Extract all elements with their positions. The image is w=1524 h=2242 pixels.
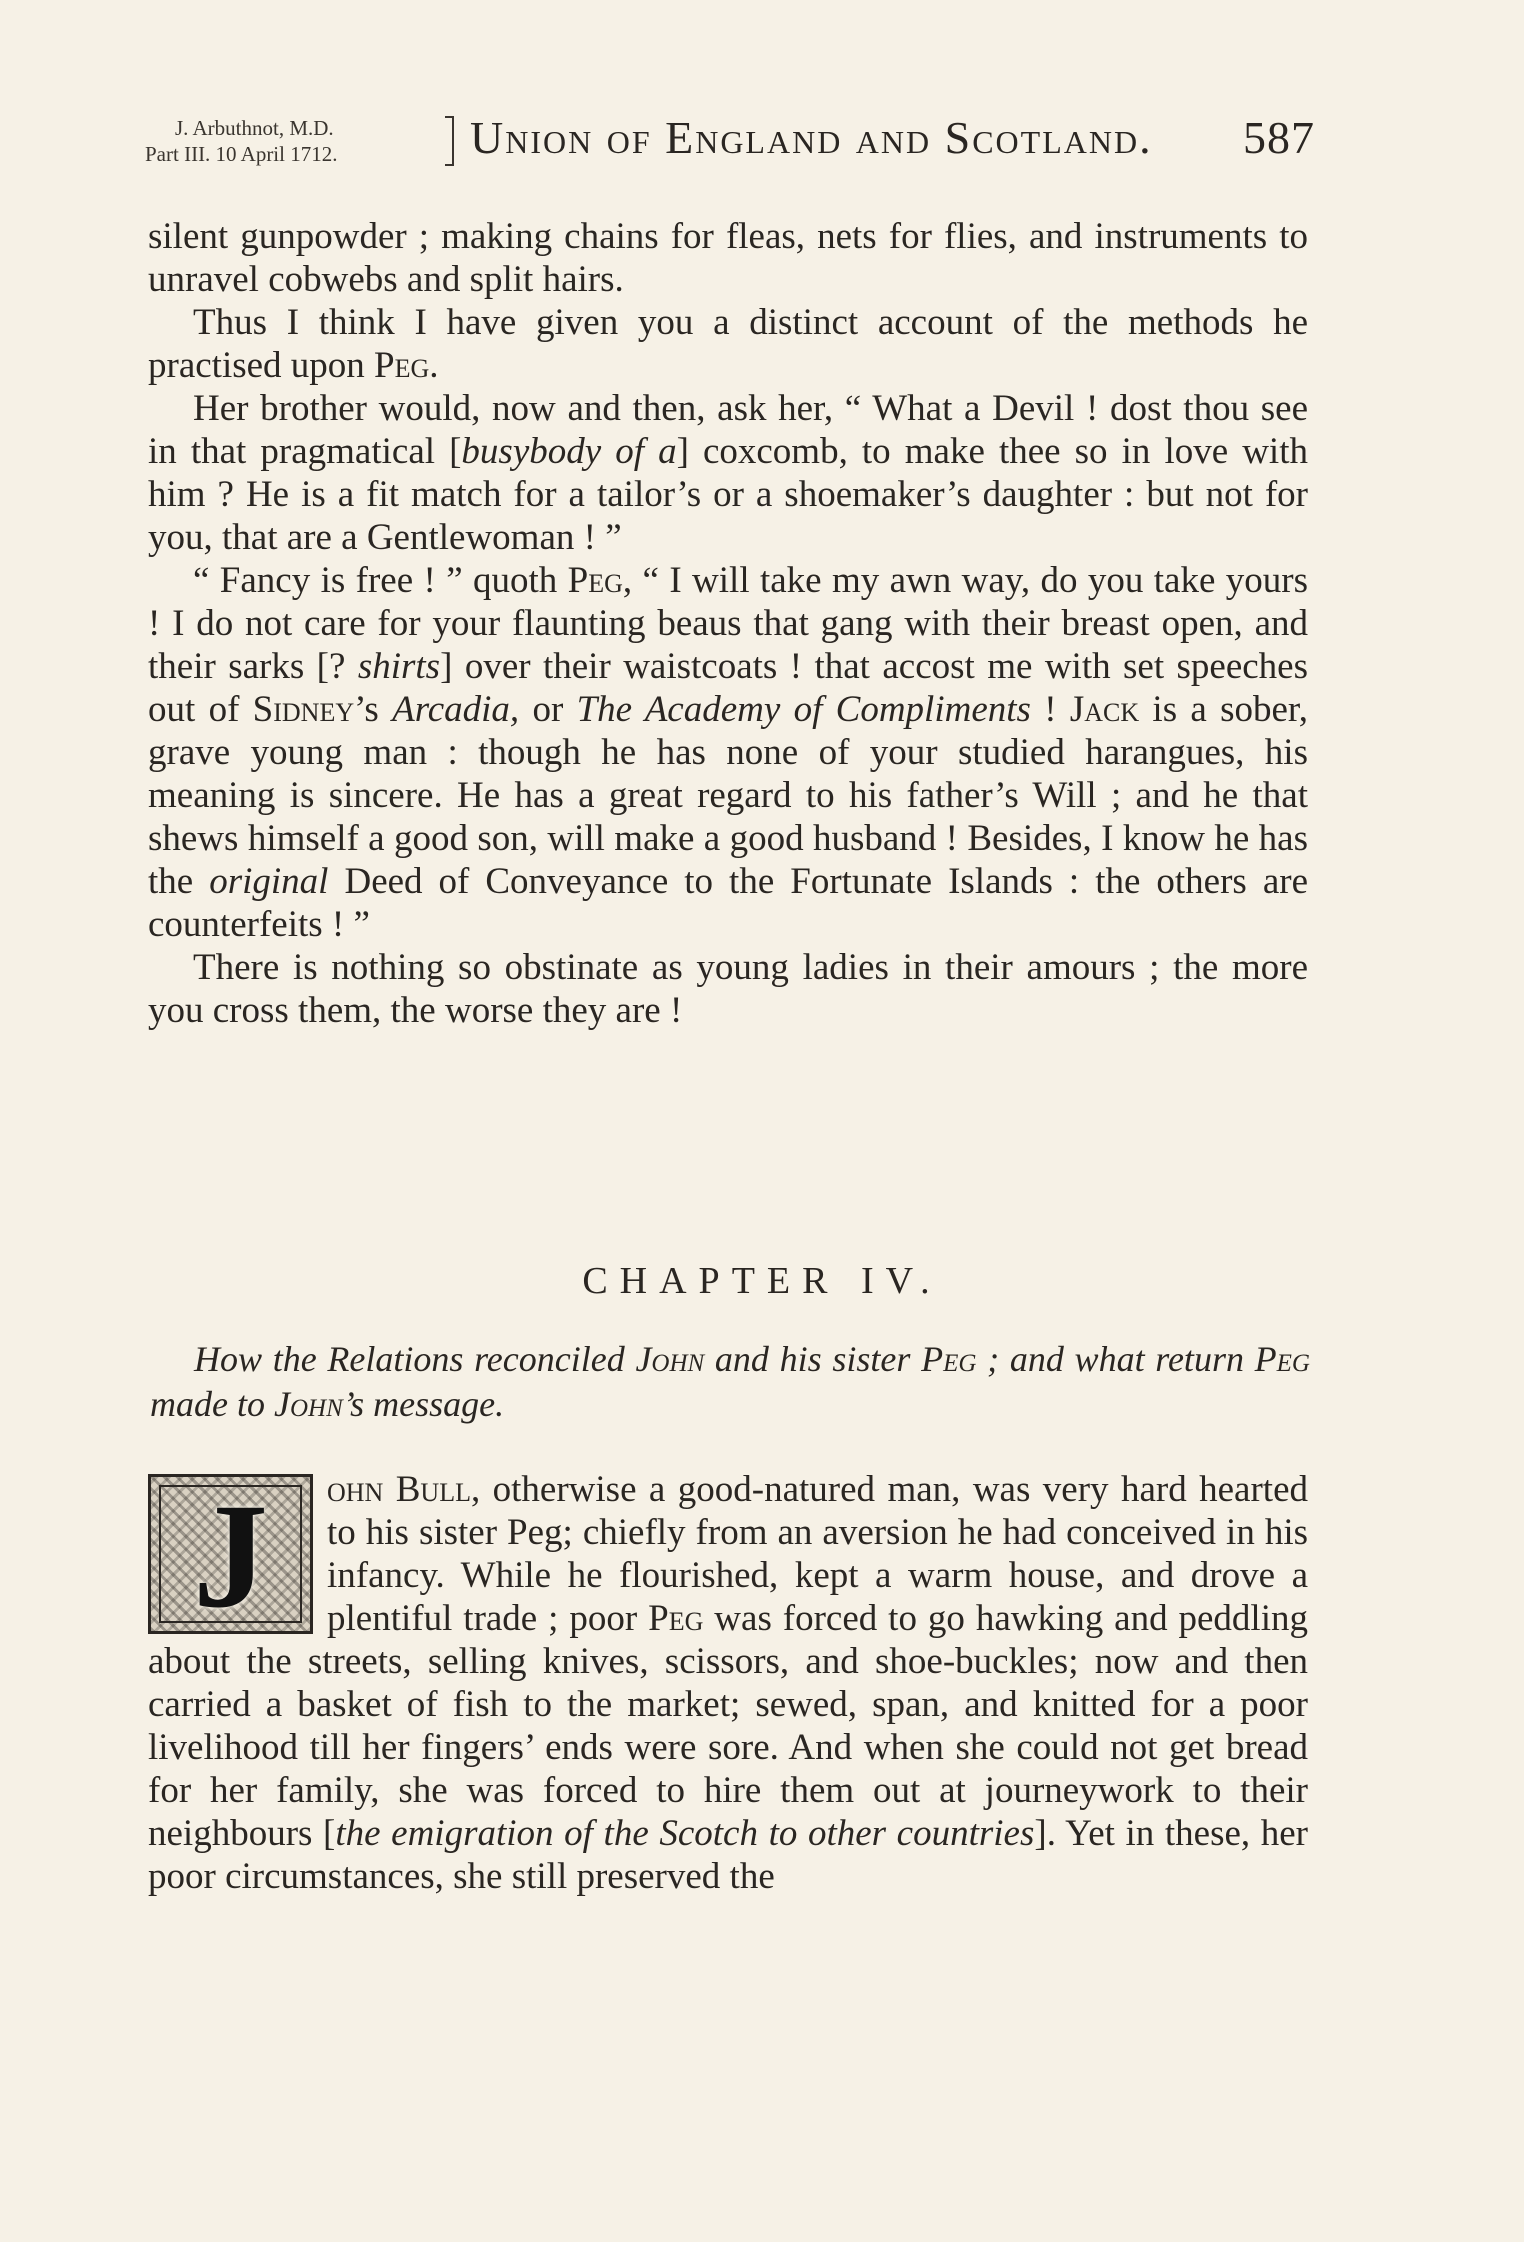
text-block-chapter	[148, 1468, 1308, 1898]
paragraph: Thus I think I have given you a distinct account of the methods he practised upon Peg.	[148, 302, 1308, 386]
running-header	[145, 108, 1315, 178]
paragraph: “ Fancy is free ! ” quoth Peg, “ I will take my awn way, do you take yours ! I do not care for your flaunting beaus that gang with their breast open, and their sarks [? shirts] over their waistcoats ! that accost me with set speeches out of Sidney’s Arcadia, or The Academy of Compliments ! Jack is a sober, grave young man : though he has none of your studied harangues, his meaning is sincere. He has a great regard to his father’s Will ; and he that shews himself a good son, will make a good husband ! Besides, I know he has the original Deed of Conveyance to the Fortunate Islands : the others are counterfeits ! ”	[148, 560, 1309, 945]
chapter-heading: CHAPTER IV.	[582, 1260, 942, 1302]
paragraph: There is nothing so obstinate as young ladies in their amours ; the more you cross them, the worse they are !	[148, 947, 1308, 1031]
bracket-divider	[445, 116, 454, 166]
paragraph: silent gunpowder ; making chains for fleas, nets for flies, and instruments to unravel cobwebs and split hairs.	[148, 216, 1308, 300]
opening-words: ohn Bull	[327, 1469, 471, 1510]
running-title: Union of England and Scotland.	[470, 112, 1153, 163]
text-block-top	[148, 215, 1308, 1032]
author-sidenote	[145, 112, 445, 172]
paragraph: J ohn Bull, otherwise a good-natured man, was very hard hearted to his sister Peg; chiefly from an aversion he had conceived in his infancy. While he flourished, kept a warm house, and drove a plentiful trade ; poor Peg was forced to go hawking and peddling about the streets, selling knives, scissors, and shoe-buckles; now and then carried a basket of fish to the market; sewed, span, and knitted for a poor livelihood till her fingers’ ends were sore. And when she could not get bread for her family, she was forced to hire them out at journeywork to their neighbours [the emigration of the Scotch to other countries]. Yet in these, her poor circumstances, she still preserved the	[148, 1469, 1309, 1897]
ornamental-dropcap-icon	[148, 1473, 313, 1639]
paragraph: Her brother would, now and then, ask her, “ What a Devil ! dost thou see in that pragmatical [busybody of a] coxcomb, to make thee so in love with him ? He is a fit match for a tailor’s or a shoemaker’s daughter : but not for you, that are a Gentlewoman ! ”	[148, 388, 1308, 558]
part-date-line: Part III. 10 April 1712.	[145, 142, 338, 166]
page-number: 587	[1243, 112, 1315, 163]
chapter-summary: How the Relations reconciled John and his sister Peg ; and what return Peg made to John’s message.	[150, 1339, 1310, 1424]
dropcap-letter: J	[193, 1473, 268, 1639]
author-line: J. Arbuthnot, M.D.	[175, 116, 334, 140]
